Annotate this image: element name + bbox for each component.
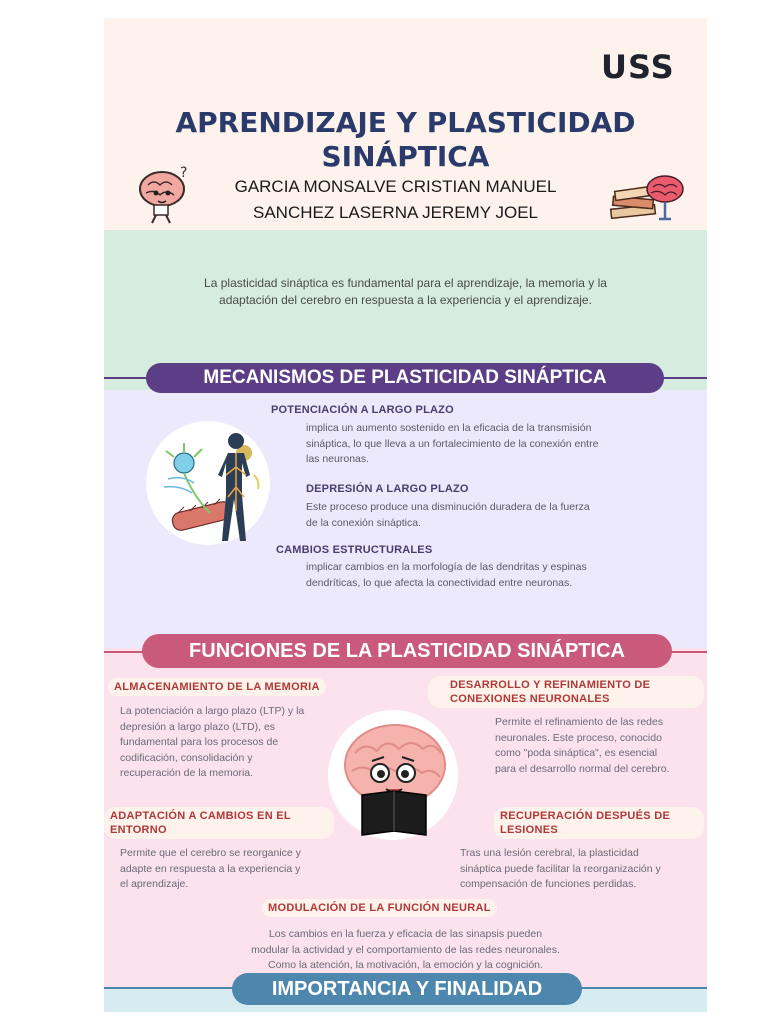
books-brain-icon [609,173,689,233]
mech-3-line-1: implicar cambios en la morfología de las dendritas y espinas [306,561,587,573]
mech-3-body [306,560,587,591]
func-5-title-line-1: MODULACIÓN DE LA FUNCIÓN NEURAL [268,902,491,914]
mech-2-body [306,500,590,531]
func-5-line-1: Los cambios en la fuerza y eficacia de las sinapsis pueden [268,928,543,940]
author-1: GARCIA MONSALVE CRISTIAN MANUEL [234,177,557,196]
intro-line-2: adaptación del cerebro en respuesta a la experiencia y el aprendizaje. [219,293,592,307]
mech-1-line-3: las neuronas. [306,453,370,465]
reading-brain-icon [340,723,450,841]
title-line-2: SINÁPTICA [321,140,490,173]
func-3-title [104,807,334,839]
mech-1-title: POTENCIACIÓN A LARGO PLAZO [271,404,454,416]
intro-paragraph [154,275,657,309]
func-2-line-4: para el desarrollo normal del cerebro. [495,762,670,775]
mech-1-body [306,421,598,468]
func-1-line-5: recuperación de la memoria. [120,767,254,779]
func-1-line-2: depresión a largo plazo (LTD), es [120,720,276,733]
title-line-1: APRENDIZAJE Y PLASTICIDAD [175,106,636,139]
mech-2-title: DEPRESIÓN A LARGO PLAZO [306,483,469,495]
intro-line-1: La plasticidad sináptica es fundamental para el aprendizaje, la memoria y la [204,276,607,290]
func-4-title [494,807,704,839]
mech-3-line-2: dendríticas, lo que afecta la conectividad entre neuronas. [306,576,573,589]
func-2-line-2: neuronales. Este proceso, conocido [495,731,662,744]
func-4-title-line-2: LESIONES [500,824,559,836]
func-2-line-1: Permite el refinamiento de las redes [495,716,664,728]
func-3-title-line-1: ADAPTACIÓN A CAMBIOS EN EL [110,810,291,822]
func-5-title [262,899,497,917]
func-1-line-1: La potenciación a largo plazo (LTP) y la [120,705,305,717]
func-4-body [460,846,661,893]
nervous-system-illustration [160,431,268,553]
func-2-title-line-1: DESARROLLO Y REFINAMIENTO DE [450,679,651,691]
func-3-line-2: adapte en respuesta a la experiencia y [120,862,301,875]
mech-2-line-1: Este proceso produce una disminución duradera de la fuerza [306,501,590,513]
page-title [144,106,667,174]
func-2-body [495,715,670,777]
func-4-line-1: Tras una lesión cerebral, la plasticidad [460,847,639,859]
func-2-title-line-2: CONEXIONES NEURONALES [450,693,610,705]
func-3-title-line-2: ENTORNO [110,824,167,836]
func-5-line-3: Como la atención, la motivación, la emoción y la cognición. [268,959,543,971]
func-3-line-1: Permite que el cerebro se reorganice y [120,847,301,859]
func-4-line-3: compensación de funciones perdidas. [460,878,637,890]
uss-logo: USS [601,48,675,86]
func-3-line-3: el aprendizaje. [120,878,189,890]
func-1-title-line-1: ALMACENAMIENTO DE LA MEMORIA [114,681,320,693]
func-1-title [108,678,326,696]
author-2: SANCHEZ LASERNA JEREMY JOEL [253,203,538,222]
func-2-line-3: como "poda sináptica", es esencial [495,747,658,759]
func-1-line-4: codificación, consolidación y [120,751,253,764]
importance-heading: IMPORTANCIA Y FINALIDAD [232,973,582,1005]
func-3-body [120,846,301,893]
func-2-title [428,676,704,708]
func-5-body [144,927,667,974]
func-1-line-3: fundamental para los procesos de [120,736,279,748]
svg-text:?: ? [180,165,188,181]
func-1-body [120,704,304,782]
functions-heading: FUNCIONES DE LA PLASTICIDAD SINÁPTICA [142,634,672,668]
func-4-title-line-1: RECUPERACIÓN DESPUÉS DE [500,810,671,822]
mechanisms-heading: MECANISMOS DE PLASTICIDAD SINÁPTICA [146,363,664,393]
func-5-line-2: modular la actividad y el comportamiento de las redes neuronales. [251,943,560,956]
thinking-brain-icon [134,163,198,227]
mech-1-line-2: sináptica, lo que lleva a un fortalecimiento de la conexión entre [306,437,599,450]
mech-1-line-1: implica un aumento sostenido en la eficacia de la transmisión [306,422,592,434]
mech-2-line-2: de la conexión sináptica. [306,516,421,529]
infographic-poster [104,18,707,1012]
mech-3-title: CAMBIOS ESTRUCTURALES [276,544,433,556]
func-4-line-2: sináptica puede facilitar la reorganización y [460,862,661,875]
